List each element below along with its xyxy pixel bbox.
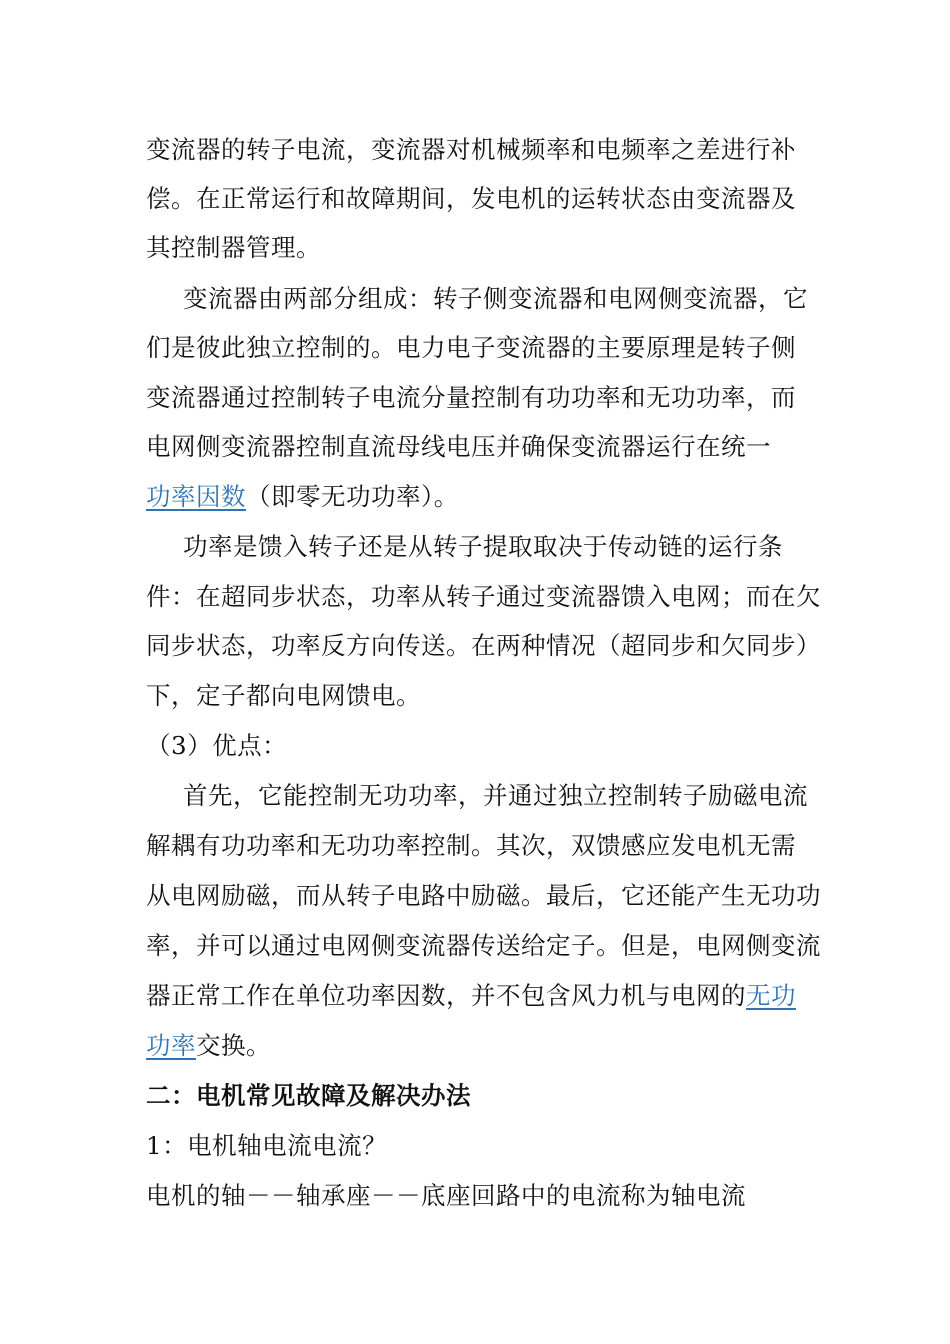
paragraph-4-line-2: 解耦有功功率和无功功率控制。其次，双馈感应发电机无需 (146, 831, 796, 860)
subheading-advantages: （3）优点： (146, 731, 288, 760)
paragraph-4-line-6-rest: 交换。 (196, 1031, 271, 1060)
reactive-power-link-part-1[interactable]: 无功 (746, 981, 796, 1010)
paragraph-4-line-3: 从电网励磁，而从转子电路中励磁。最后，它还能产生无功功 (146, 881, 821, 910)
section-heading: 二：电机常见故障及解决办法 (146, 1081, 471, 1110)
paragraph-1-line-1: 变流器的转子电流，变流器对机械频率和电频率之差进行补 (146, 135, 796, 164)
paragraph-3-line-1: 功率是馈入转子还是从转子提取取决于传动链的运行条 (183, 532, 783, 561)
question-1: 1：电机轴电流电流？ (146, 1131, 388, 1160)
paragraph-3-line-3: 同步状态，功率反方向传送。在两种情况（超同步和欠同步） (146, 631, 821, 660)
paragraph-4-line-4: 率，并可以通过电网侧变流器传送给定子。但是，电网侧变流 (146, 931, 821, 960)
paragraph-4-line-5 (146, 979, 796, 1013)
paragraph-3-line-2: 件：在超同步状态，功率从转子通过变流器馈入电网；而在欠 (146, 582, 821, 611)
paragraph-1-line-3: 其控制器管理。 (146, 233, 321, 262)
paragraph-4-line-1: 首先，它能控制无功功率，并通过独立控制转子励磁电流 (183, 781, 808, 810)
paragraph-2-line-4: 电网侧变流器控制直流母线电压并确保变流器运行在统一 (146, 432, 771, 461)
shaft-current-definition: 电机的轴－－轴承座－－底座回路中的电流称为轴电流 (146, 1181, 746, 1210)
paragraph-4-line-5-text: 器正常工作在单位功率因数，并不包含风力机与电网的 (146, 981, 746, 1010)
paragraph-2-line-2: 们是彼此独立控制的。电力电子变流器的主要原理是转子侧 (146, 333, 796, 362)
paragraph-3-line-4: 下，定子都向电网馈电。 (146, 681, 421, 710)
paragraph-2-line-1: 变流器由两部分组成：转子侧变流器和电网侧变流器，它 (183, 284, 808, 313)
paragraph-2-line-5 (146, 480, 459, 514)
paragraph-2-line-3: 变流器通过控制转子电流分量控制有功功率和无功功率，而 (146, 383, 796, 412)
power-factor-link[interactable]: 功率因数 (146, 482, 246, 511)
paragraph-2-line-5-rest: （即零无功功率）。 (246, 482, 459, 511)
paragraph-4-line-6 (146, 1029, 271, 1063)
reactive-power-link-part-2[interactable]: 功率 (146, 1031, 196, 1060)
paragraph-1-line-2: 偿。在正常运行和故障期间，发电机的运转状态由变流器及 (146, 184, 796, 213)
